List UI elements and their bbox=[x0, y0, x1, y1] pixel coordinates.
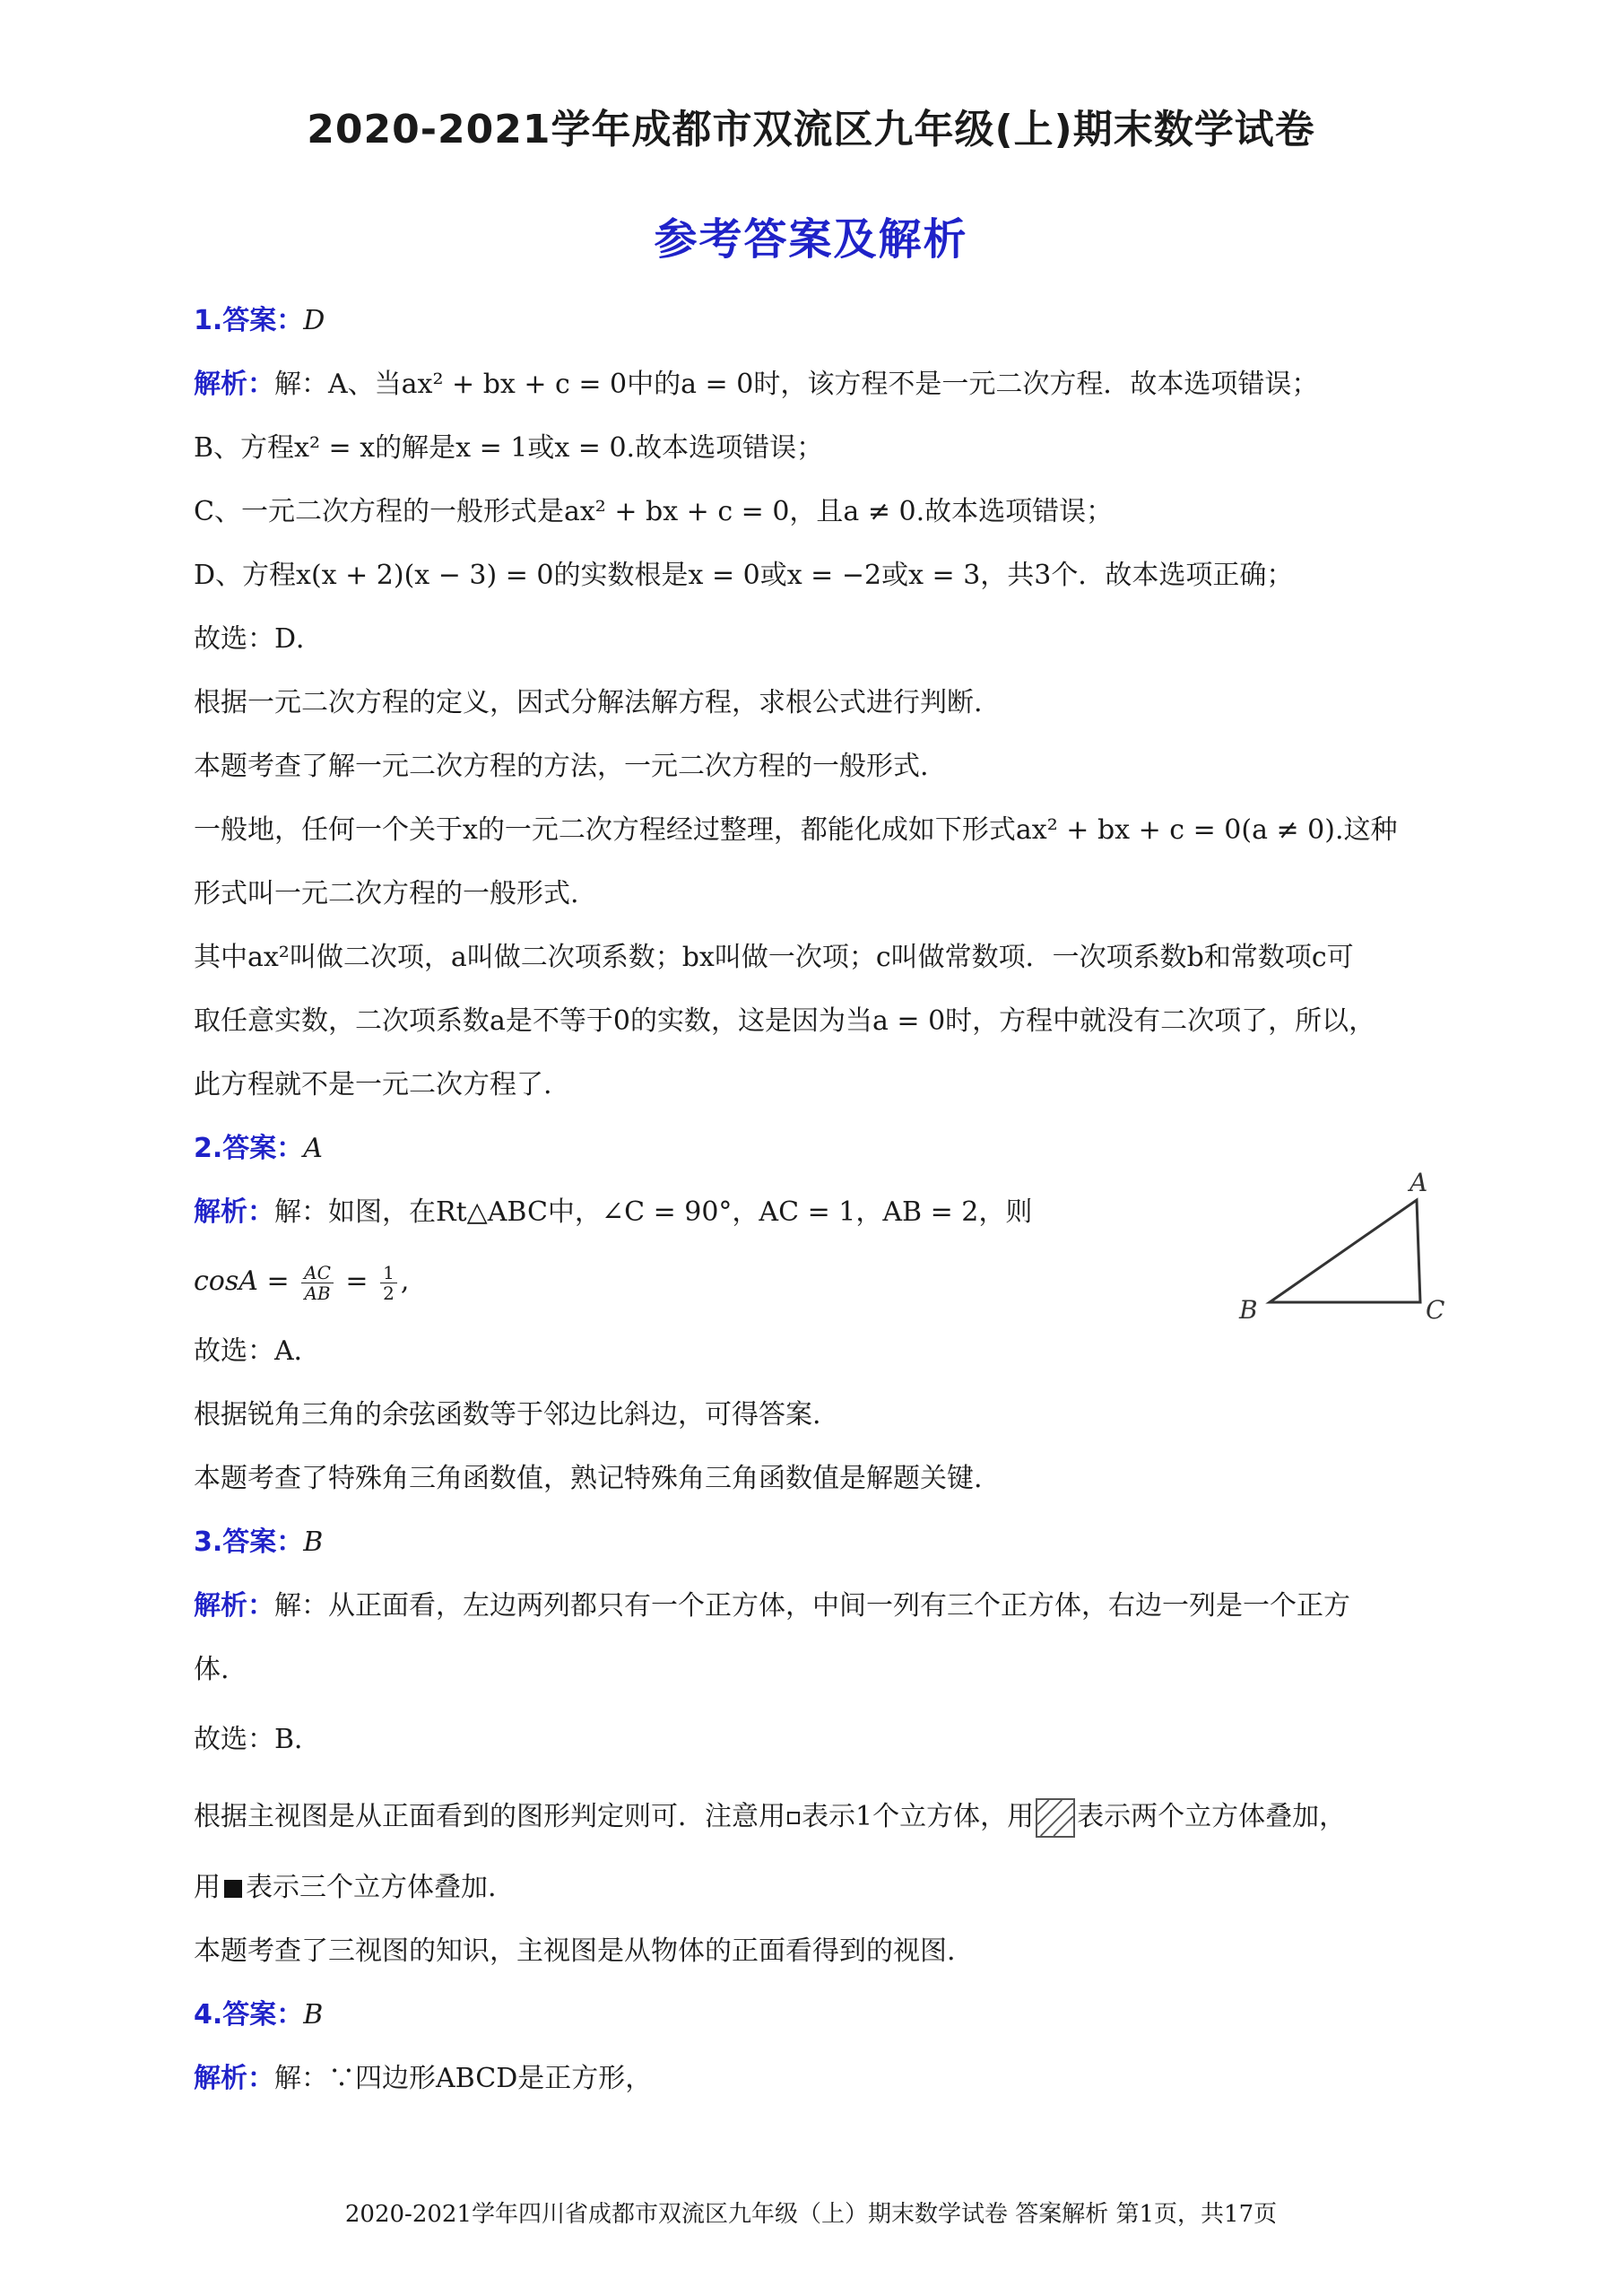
hatched-square-icon bbox=[1036, 1798, 1075, 1838]
q4-answer-value: B bbox=[303, 1999, 324, 2031]
q3-line4-b: 表示1个立方体，用 bbox=[802, 1801, 1035, 1832]
q2-fraction-half bbox=[380, 1263, 397, 1303]
q2-frac1-den: AB bbox=[304, 1282, 331, 1304]
q1-analysis-line-8: 一般地，任何一个关于x的一元二次方程经过整理，都能化成如下形式ax² + bx + c = 0(a ≠ 0).这种 bbox=[194, 814, 1398, 846]
small-square-icon bbox=[787, 1812, 800, 1824]
q1-analysis-line-4: D、方程x(x + 2)(x − 3) = 0的实数根是x = 0或x = −2或x = 3，共3个．故本选项正确； bbox=[194, 560, 1294, 591]
q2-cos-end: , bbox=[400, 1265, 410, 1297]
q3-analysis-line-2: 体. bbox=[194, 1654, 230, 1685]
q1-analysis-line-5: 故选：D． bbox=[194, 623, 324, 655]
page-subtitle: 参考答案及解析 bbox=[654, 214, 968, 265]
q1-analysis-line-3: C、一元二次方程的一般形式是ax² + bx + c = 0，且a ≠ 0.故本选项错误； bbox=[194, 496, 1114, 527]
q3-analysis-line-1 bbox=[194, 1574, 1440, 1638]
q3-analysis-line-3: 故选：B． bbox=[194, 1724, 322, 1755]
q3-line5-a: 用 bbox=[194, 1872, 221, 1903]
q3-analysis-line-6: 本题考查了三视图的知识，主视图是从物体的正面看得到的视图. bbox=[194, 1935, 956, 1967]
q2-text: 解：如图，在Rt△ABC中，∠C = 90°，AC = 1，AB = 2，则 bbox=[274, 1196, 1033, 1228]
q1-analysis-line-1 bbox=[194, 352, 1440, 416]
triangle-figure bbox=[1237, 1166, 1453, 1327]
q2-analysis-line-5: 本题考查了特殊角三角函数值，熟记特殊角三角函数值是解题关键. bbox=[194, 1463, 983, 1494]
page-title: 2020-2021学年成都市双流区九年级(上)期末数学试卷 bbox=[307, 107, 1315, 152]
q3-analysis-line-5 bbox=[194, 1856, 1440, 1919]
q1-analysis-label: 解析： bbox=[194, 369, 274, 400]
q3-analysis-label: 解析： bbox=[194, 1590, 274, 1622]
q2-frac1-num: AC bbox=[301, 1263, 334, 1283]
q1-analysis-line-7: 本题考查了解一元二次方程的方法，一元二次方程的一般形式. bbox=[194, 751, 929, 782]
vertex-label-a: A bbox=[1409, 1168, 1428, 1197]
q3-analysis-line-4 bbox=[194, 1779, 1440, 1856]
q1-answer-label: 1.答案： bbox=[194, 305, 304, 336]
q4-analysis-line-1 bbox=[194, 2047, 1440, 2110]
q4-answer-label: 4.答案： bbox=[194, 1999, 304, 2031]
q1-analysis-line-10: 其中ax²叫做二次项，a叫做二次项系数；bx叫做一次项；c叫做常数项．一次项系数b和常数项c可 bbox=[194, 942, 1354, 973]
q4-text: 解：∵四边形ABCD是正方形， bbox=[274, 2063, 653, 2094]
q2-fraction-ac-ab bbox=[301, 1263, 334, 1303]
q1-analysis-line-11: 取任意实数，二次项系数a是不等于0的实数，这是因为当a = 0时，方程中就没有二次项了，所以， bbox=[194, 1005, 1376, 1037]
q1-analysis-line-2: B、方程x² = x的解是x = 1或x = 0.故本选项错误； bbox=[194, 432, 824, 464]
black-square-icon bbox=[224, 1880, 242, 1898]
q2-answer-value: A bbox=[303, 1133, 323, 1164]
q3-answer-value: B bbox=[303, 1526, 324, 1558]
q2-answer-label: 2.答案： bbox=[194, 1133, 304, 1164]
q2-eq: = bbox=[336, 1265, 377, 1297]
q2-analysis-line-4: 根据锐角三角的余弦函数等于邻边比斜边，可得答案. bbox=[194, 1399, 821, 1431]
q2-frac2-num: 1 bbox=[380, 1263, 397, 1283]
q2-analysis-label: 解析： bbox=[194, 1196, 274, 1228]
q4-answer bbox=[194, 1983, 1440, 2047]
q3-line4-a: 根据主视图是从正面看到的图形判定则可．注意用 bbox=[194, 1801, 785, 1832]
q1-analysis-line-9: 形式叫一元二次方程的一般形式. bbox=[194, 878, 579, 909]
q2-cos-lhs: cosA = bbox=[194, 1265, 299, 1297]
q2-frac2-den: 2 bbox=[383, 1282, 395, 1304]
q3-line5-b: 表示三个立方体叠加. bbox=[246, 1872, 497, 1903]
q1-analysis-line-6: 根据一元二次方程的定义，因式分解法解方程，求根公式进行判断. bbox=[194, 687, 983, 718]
q1-answer bbox=[194, 289, 1440, 352]
page-footer: 2020-2021学年四川省成都市双流区九年级（上）期末数学试卷 答案解析 第1页，共17页 bbox=[344, 2201, 1278, 2228]
triangle-abc bbox=[1270, 1200, 1420, 1302]
q4-analysis-label: 解析： bbox=[194, 2063, 274, 2094]
q3-answer-label: 3.答案： bbox=[194, 1526, 304, 1558]
vertex-label-c: C bbox=[1426, 1295, 1445, 1325]
q3-line4-c: 表示两个立方体叠加， bbox=[1077, 1801, 1347, 1832]
q3-text: 解：从正面看，左边两列都只有一个正方体，中间一列有三个正方体，右边一列是一个正方 bbox=[274, 1590, 1350, 1622]
q1-text: 解：A、当ax² + bx + c = 0中的a = 0时，该方程不是一元二次方程．故本选项错误； bbox=[274, 369, 1319, 400]
q1-analysis-line-12: 此方程就不是一元二次方程了. bbox=[194, 1069, 552, 1100]
vertex-label-b: B bbox=[1239, 1295, 1258, 1325]
q1-answer-value: D bbox=[303, 305, 325, 336]
q3-answer bbox=[194, 1510, 1440, 1574]
q2-analysis-line-3: 故选：A． bbox=[194, 1335, 321, 1367]
